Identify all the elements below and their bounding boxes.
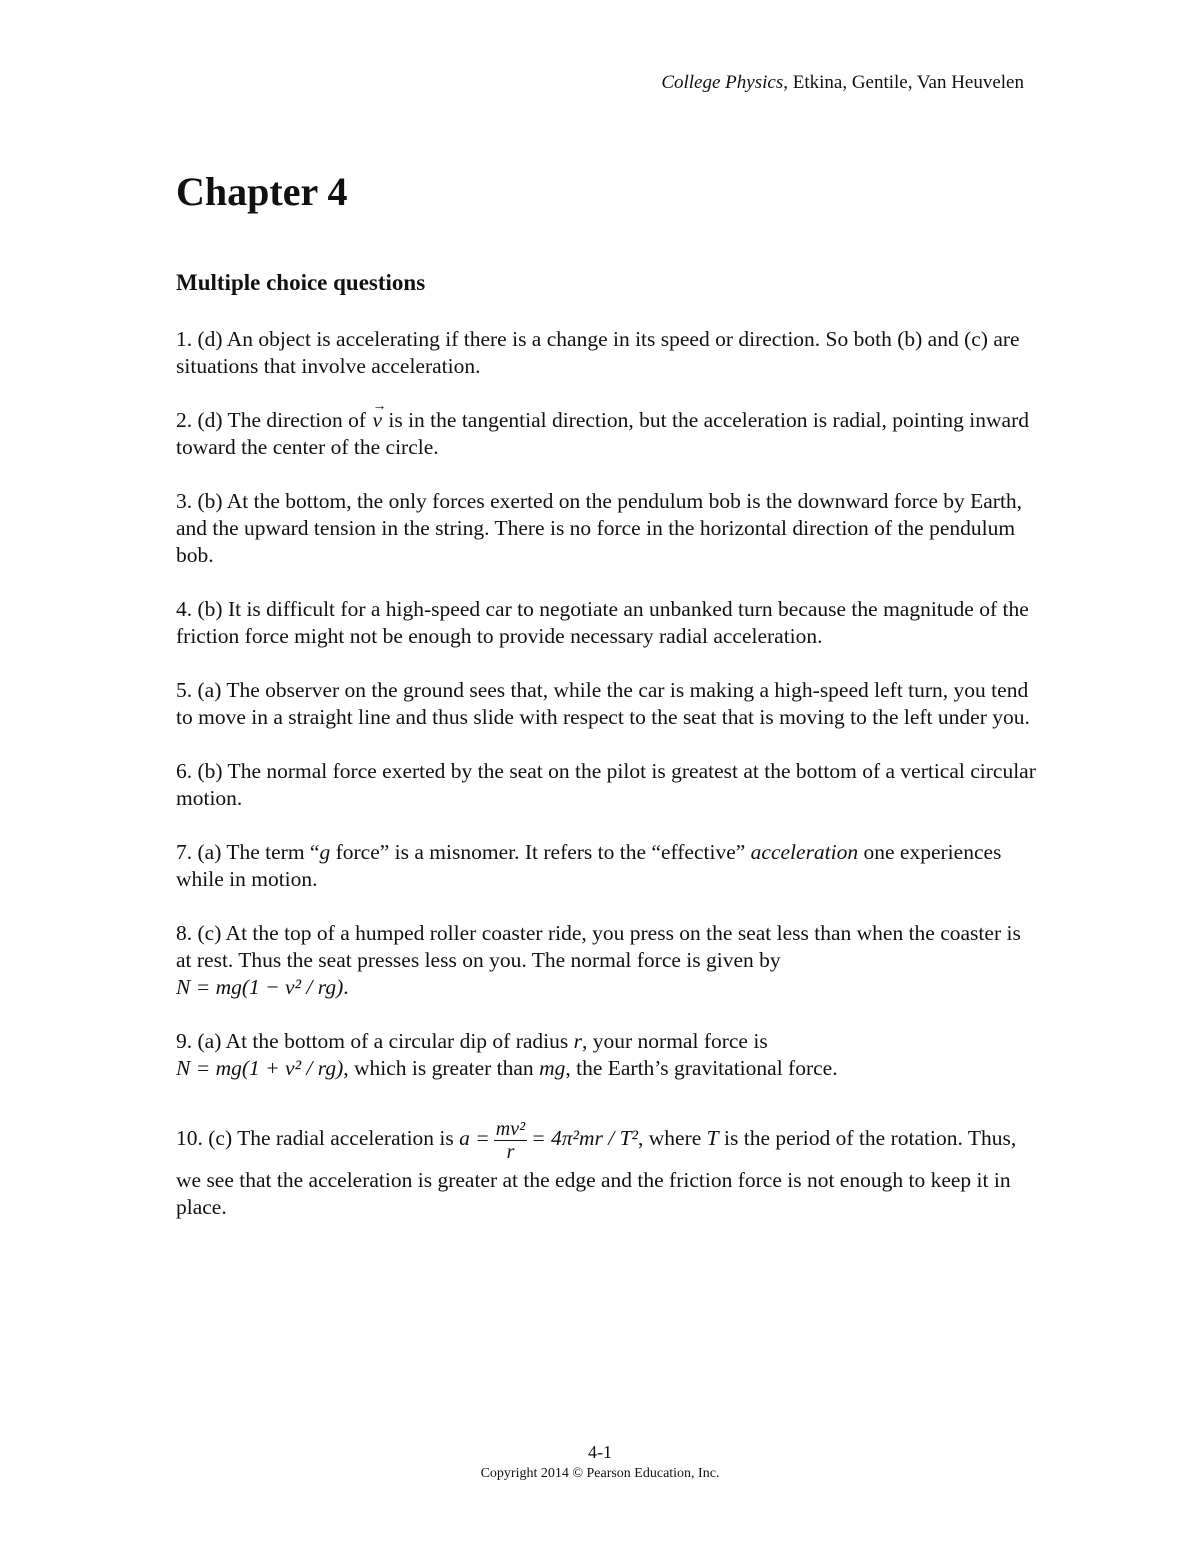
book-title: College Physics: [661, 72, 784, 93]
answer-9-middle: , your normal force is: [582, 1029, 768, 1053]
acceleration-rhs: = 4π²mr / T²: [531, 1126, 638, 1150]
answer-7-rest: one experiences while in motion.: [176, 840, 1002, 891]
page-number: 4-1: [588, 1442, 612, 1462]
section-heading: Multiple choice questions: [176, 270, 426, 295]
answer-2-rest: is in the tangential direction, but the acceleration is radial, pointing inward toward the center of the circle.: [176, 408, 1029, 459]
normal-force-formula-top: N = mg(1 − v² / rg): [176, 975, 344, 999]
answer-5: 5. (a) The observer on the ground sees that, while the car is making a high-speed left turn, you tend to move in a straight line and thus slide with respect to the seat that is moving to the left under you.: [176, 678, 1030, 729]
normal-force-formula-bottom: N = mg(1 + v² / rg): [176, 1056, 344, 1080]
answer-list: [176, 326, 1036, 1248]
fraction-denominator: r: [506, 1140, 515, 1163]
g-symbol: g: [319, 840, 331, 864]
answer-10-lead: 10. (c) The radial acceleration is: [176, 1126, 460, 1150]
running-header: [661, 72, 1024, 94]
answer-9-lead: 9. (a) At the bottom of a circular dip of radius: [176, 1029, 574, 1053]
period-symbol: T: [706, 1126, 719, 1150]
answer-10-middle: , where: [638, 1126, 707, 1150]
answer-9-after-1: , which is greater than: [343, 1056, 540, 1080]
answer-6: 6. (b) The normal force exerted by the seat on the pilot is greatest at the bottom of a vertical circular motion.: [176, 759, 1036, 810]
fraction-numerator: mv²: [495, 1117, 526, 1140]
radius-symbol: r: [573, 1029, 583, 1053]
answer-1: 1. (d) An object is accelerating if there is a change in its speed or direction. So both (b) and (c) are situations that involve acceleration.: [176, 327, 1020, 378]
answer-3: 3. (b) At the bottom, the only forces exerted on the pendulum bob is the downward force by Earth, and the upward tension in the string. There is no force in the horizontal direction of the pendulum bob.: [176, 489, 1023, 567]
answer-8-period: .: [343, 975, 349, 999]
acceleration-lhs: a =: [459, 1126, 490, 1150]
chapter-title: Chapter 4: [176, 169, 348, 214]
velocity-vector-symbol: → v: [371, 407, 383, 434]
answer-10: [176, 1109, 1036, 1221]
answer-9: [176, 1028, 1036, 1082]
answer-9-after-2: , the Earth’s gravitational force.: [565, 1056, 838, 1080]
answer-7-lead: 7. (a) The term “: [176, 840, 320, 864]
answer-7: [176, 839, 1036, 893]
answer-8: [176, 920, 1036, 1001]
copyright-notice: Copyright 2014 © Pearson Education, Inc.: [480, 1466, 720, 1481]
emphasized-acceleration: acceleration: [750, 840, 859, 864]
answer-8-text: 8. (c) At the top of a humped roller coaster ride, you press on the seat less than when the coaster is at rest. Thus the seat presses less on you. The normal force is given by: [176, 921, 1021, 972]
answer-4: 4. (b) It is difficult for a high-speed car to negotiate an unbanked turn because the magnitude of the friction force might not be enough to provide necessary radial acceleration.: [176, 597, 1029, 648]
mg-symbol: mg: [539, 1056, 566, 1080]
author-list: , Etkina, Gentile, Van Heuvelen: [783, 72, 1024, 93]
answer-2-lead: 2. (d) The direction of: [176, 408, 372, 432]
radial-acceleration-fraction: [494, 1118, 527, 1163]
answer-7-middle: force” is a misnomer. It refers to the “effective”: [330, 840, 751, 864]
answer-2: [176, 407, 1036, 461]
answer-10-rest: is the period of the rotation. Thus, we see that the acceleration is greater at the edge and the friction force is not enough to keep it in place.: [176, 1126, 1017, 1219]
